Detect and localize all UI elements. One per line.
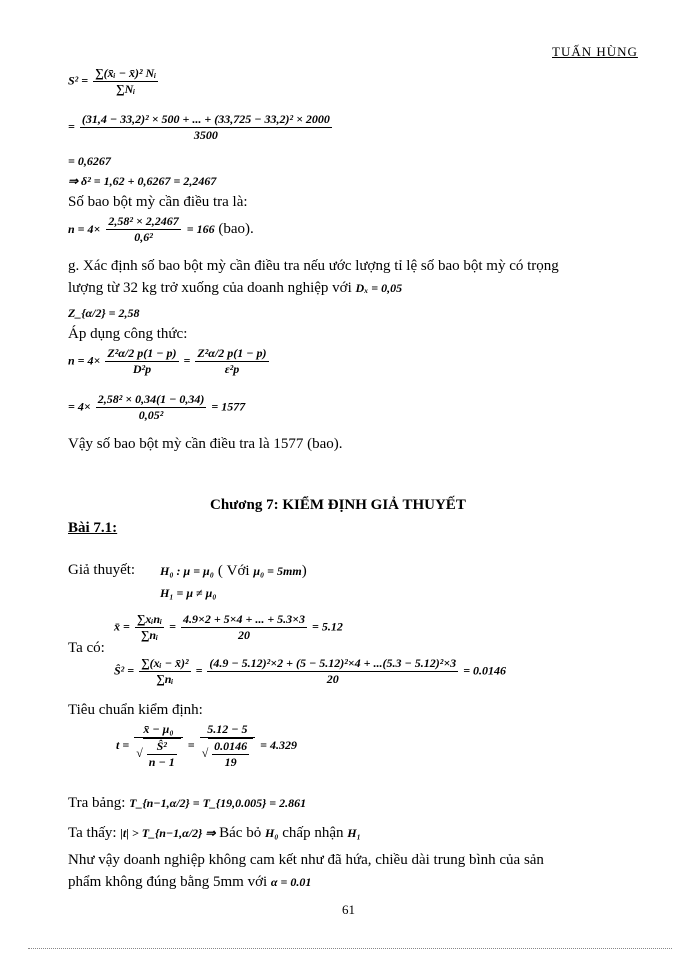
t-calc-num: 5.12 − 5 bbox=[200, 722, 256, 738]
variance-denominator: ∑Nᵢ bbox=[116, 82, 136, 96]
footer-divider bbox=[28, 948, 672, 949]
mean-rhs: = 5.12 bbox=[312, 619, 343, 634]
decision-h1: H₁ bbox=[347, 826, 361, 840]
t-den-num: Ŝ² bbox=[147, 739, 177, 755]
variance-lhs: S² = bbox=[68, 73, 89, 88]
h0-note-open: ( Với bbox=[217, 563, 254, 579]
sample-variance-formula: Ŝ² = $\frac{\text{∑(xᵢ − x̄)²}}{\text{∑nᵢ}}$ = $\frac{\text{(4.9 − 5.12)²×2 + (5 − 5.12)²×4 + ...(5.3 − 5.12)²×3}}{20}$ = 0.0146 bbox=[114, 656, 507, 686]
sample-size-lhs: n = 4× bbox=[68, 222, 101, 237]
hypothesis-h1: H₁ = μ ≠ μ₀ bbox=[160, 586, 217, 600]
t-statistic-formula: t = x̄ − μ₀ √ $\frac{\text{Ŝ²}}{n - 1}$ = 5.12 − 5 √ $\frac{0.0146}{19}$ = 4.329 bbox=[116, 722, 297, 769]
sample-variance-lhs: Ŝ² = bbox=[114, 663, 135, 678]
variance-expansion-prefix: = bbox=[68, 119, 75, 134]
h0-expression: H₀ : μ = μ₀ bbox=[160, 564, 214, 578]
apply-formula-label: Áp dụng công thức: bbox=[68, 326, 188, 342]
proportion-fraction1 bbox=[105, 346, 178, 377]
criterion-label: Tiêu chuẩn kiểm định: bbox=[68, 702, 203, 718]
sample-variance-calc-den: 20 bbox=[326, 672, 339, 686]
mean-calc-den: 20 bbox=[238, 628, 250, 642]
h0-note-close: ) bbox=[301, 563, 307, 579]
proportion-fraction1-num: Z²α/2 p(1 − p) bbox=[107, 346, 177, 360]
decision-text1: Bác bỏ bbox=[215, 825, 265, 841]
sample-size-unit: (bao). bbox=[214, 221, 254, 238]
variance-expansion-denominator: 3500 bbox=[193, 128, 218, 142]
t-den: √ $\frac{\text{Ŝ²}}{n - 1}$ bbox=[134, 738, 183, 770]
final-conclusion-alpha: α = 0.01 bbox=[270, 875, 312, 889]
proportion-equals: = bbox=[183, 353, 191, 368]
sample-size-label: Số bao bột mỳ cần điều tra là: bbox=[68, 194, 248, 210]
z-value: Z_{α/2} = 2,58 bbox=[68, 306, 140, 320]
t-calc-den-den: 19 bbox=[224, 755, 237, 769]
sample-size-numerator: 2,58² × 2,2467 bbox=[108, 214, 179, 228]
decision-label: Ta thấy: bbox=[68, 825, 121, 841]
proportion-calc-den: 0,05² bbox=[138, 408, 164, 422]
t-calc-fraction bbox=[200, 722, 256, 770]
final-conclusion-line2 bbox=[68, 874, 311, 891]
decision-math: |t| > T_{n−1,α/2} ⇒ bbox=[120, 826, 216, 840]
t-fraction bbox=[134, 722, 183, 770]
proportion-fraction1-den: D²p bbox=[132, 362, 152, 376]
mean-num: ∑xᵢnᵢ bbox=[136, 612, 163, 626]
hypothesis-label: Giả thuyết: bbox=[68, 562, 136, 578]
proportion-formula bbox=[68, 346, 271, 377]
t-lhs: t = bbox=[116, 737, 130, 752]
sample-variance-calc-fraction bbox=[207, 656, 458, 687]
sample-variance-calc-num: (4.9 − 5.12)²×2 + (5 − 5.12)²×4 + ...(5.3 − 5.12)²×3 bbox=[209, 656, 457, 670]
t-calc-den-num: 0.0146 bbox=[214, 739, 248, 753]
sample-size-denominator: 0,6² bbox=[134, 230, 153, 244]
variance-fraction bbox=[93, 66, 158, 97]
sample-variance-rhs: = 0.0146 bbox=[463, 663, 507, 678]
decision-h0: H₀ bbox=[264, 826, 279, 840]
page-number: 61 bbox=[342, 902, 355, 917]
chapter-title: Chương 7: KIỂM ĐỊNH GIẢ THUYẾT bbox=[210, 497, 466, 513]
sample-variance-num: ∑(xᵢ − x̄)² bbox=[141, 656, 189, 670]
proportion-calc-rhs: = 1577 bbox=[211, 399, 246, 414]
variance-formula bbox=[68, 66, 160, 97]
decision-line bbox=[68, 824, 361, 842]
final-conclusion-text: phẩm không đúng bằng 5mm với bbox=[68, 874, 271, 890]
final-conclusion-line1: Như vậy doanh nghiệp không cam kết như đã hứa, chiều dài trung bình của sản bbox=[68, 852, 544, 868]
t-den-den: n − 1 bbox=[148, 755, 175, 769]
sample-size-fraction bbox=[106, 214, 180, 245]
h0-note-value: μ₀ = 5mm bbox=[253, 564, 302, 578]
proportion-calc-lhs: = 4× bbox=[68, 399, 91, 414]
sample-variance-den: ∑nᵢ bbox=[156, 672, 174, 686]
decision-text2: chấp nhận bbox=[278, 825, 348, 841]
mean-lhs: x̄ = bbox=[114, 619, 130, 634]
table-lookup bbox=[68, 794, 306, 812]
variance-expansion-numerator: (31,4 − 33,2)² × 500 + ... + (33,725 − 33,2)² × 2000 bbox=[81, 112, 330, 126]
proportion-fraction2-den: ε²p bbox=[224, 362, 240, 376]
mean-formula: x̄ = $\frac{\text{∑xᵢnᵢ}}{\text{∑nᵢ}}$ = $\frac{4.9\times 2 + 5\times 4 + ... + 5.3\times 3}{20}$ = 5.12 bbox=[114, 612, 343, 642]
mean-calc-fraction bbox=[181, 612, 307, 643]
section-g-dx: Dₓ = 0,05 bbox=[355, 281, 403, 295]
proportion-calc bbox=[68, 392, 245, 423]
proportion-lhs: n = 4× bbox=[68, 353, 101, 368]
proportion-fraction2-num: Z²α/2 p(1 − p) bbox=[197, 346, 267, 360]
variance-expansion bbox=[68, 112, 334, 143]
proportion-calc-fraction bbox=[96, 392, 207, 423]
mean-den: ∑nᵢ bbox=[140, 628, 159, 642]
section-g-line1: g. Xác định số bao bột mỳ cần điều tra nếu ước lượng tỉ lệ số bao bột mỳ có trọng bbox=[68, 258, 559, 274]
mean-fraction bbox=[135, 612, 164, 643]
variance-result: = 0,6267 bbox=[68, 154, 111, 168]
variance-numerator: ∑(x̄ᵢ − x̄)² Nᵢ bbox=[95, 66, 157, 80]
page-header-author: TUẤN HÙNG bbox=[552, 44, 638, 59]
table-lookup-value: T_{n−1,α/2} = T_{19,0.005} = 2.861 bbox=[129, 796, 307, 810]
t-rhs: = 4.329 bbox=[260, 737, 297, 752]
hypothesis-h0 bbox=[160, 562, 307, 580]
sample-size-rhs: = 166 bbox=[186, 222, 215, 237]
delta-result: ⇒ δ² = 1,62 + 0,6267 = 2,2467 bbox=[68, 174, 217, 188]
sample-variance-fraction bbox=[139, 656, 190, 687]
section-g-line2 bbox=[68, 280, 402, 297]
t-calc-den: √ $\frac{0.0146}{19}$ bbox=[200, 738, 256, 770]
sample-size-formula bbox=[68, 214, 254, 245]
section-g-conclusion: Vậy số bao bột mỳ cần điều tra là 1577 (bao). bbox=[68, 436, 343, 452]
table-lookup-label: Tra bảng: bbox=[68, 795, 130, 811]
ta-co-label: Ta có: bbox=[68, 640, 105, 656]
mean-calc-num: 4.9×2 + 5×4 + ... + 5.3×3 bbox=[182, 612, 306, 626]
exercise-title: Bài 7.1: bbox=[68, 520, 118, 536]
section-g-line2-text: lượng từ 32 kg trở xuống của doanh nghiệp với bbox=[68, 280, 356, 296]
t-num: x̄ − μ₀ bbox=[134, 722, 183, 738]
variance-expansion-fraction bbox=[80, 112, 332, 143]
proportion-fraction2 bbox=[195, 346, 268, 377]
proportion-calc-num: 2,58² × 0,34(1 − 0,34) bbox=[97, 392, 205, 406]
